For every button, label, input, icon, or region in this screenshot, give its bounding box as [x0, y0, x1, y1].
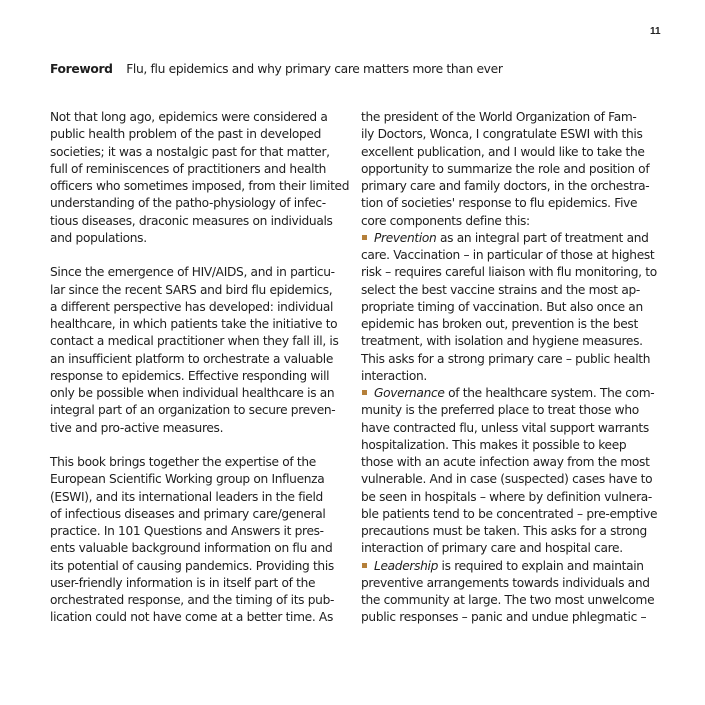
text-line: understanding of the patho-physiology of infec-: [50, 196, 326, 211]
text-line: user-friendly information is in itself part of the: [50, 575, 316, 590]
text-line: epidemic has broken out, prevention is the best: [361, 317, 638, 331]
text-line: Since the emergence of HIV/AIDS, and in particu-: [50, 265, 335, 280]
bullet-term: Leadership: [374, 558, 438, 573]
text-line: European Scientific Working group on Influenza: [50, 472, 325, 487]
text-fragment: of the healthcare system. The com-: [444, 386, 655, 400]
square-bullet-icon: [362, 235, 367, 240]
text-fragment: is required to explain and maintain: [438, 558, 644, 573]
text-line: the community at large. The two most unwelcome: [361, 593, 655, 607]
text-line: tion of societies' response to flu epidemics. Five: [361, 196, 638, 211]
paragraph-1: [50, 109, 350, 247]
paragraph-gap: [50, 247, 350, 264]
text-line: Not that long ago, epidemics were considered a: [50, 110, 328, 124]
text-line: opportunity to summarize the role and position of: [361, 161, 650, 176]
bullet-prevention: [361, 230, 661, 385]
text-line: the president of the World Organization of Fam-: [361, 110, 637, 124]
text-line: be seen in hospitals – where by definition vulnera-: [361, 489, 652, 504]
square-bullet-icon: [362, 563, 367, 568]
text-line: primary care and family doctors, in the orchestra-: [361, 179, 650, 193]
text-line: only be possible when individual healthcare is an: [50, 386, 335, 400]
text-line: ily Doctors, Wonca, I congratulate ESWI with this: [361, 127, 643, 142]
text-line: risk – requires careful liaison with flu monitoring, to: [361, 265, 657, 280]
text-line: response to epidemics. Effective responding will: [50, 368, 330, 383]
section-label: Foreword: [50, 62, 113, 76]
bullet-governance: [361, 385, 661, 558]
text-line: have contracted flu, unless vital support warrants: [361, 420, 649, 435]
text-line: officers who sometimes imposed, from their limited: [50, 179, 350, 193]
text-line: (ESWI), and its international leaders in the field: [50, 489, 323, 504]
text-line: contact a medical practitioner when they fall ill, is: [50, 334, 339, 349]
text-line: those with an acute infection away from the most: [361, 455, 650, 469]
text-line: core components define this:: [361, 213, 530, 228]
text-line: a different perspective has developed: individual: [50, 299, 334, 314]
text-line: excellent publication, and I would like to take the: [361, 144, 645, 159]
bullet-first-line: [361, 558, 661, 575]
text-line: integral part of an organization to secure preven-: [50, 403, 336, 418]
text-line: lar since the recent SARS and bird flu epidemics,: [50, 282, 333, 297]
text-line: of infectious diseases and primary care/general: [50, 506, 326, 521]
square-bullet-icon: [362, 390, 367, 395]
paragraph-2: [50, 264, 350, 437]
right-column: [361, 109, 661, 627]
text-line: vulnerable. And in case (suspected) cases have to: [361, 472, 653, 487]
text-line: interaction.: [361, 368, 427, 383]
paragraph-3: [50, 454, 350, 627]
text-line: preventive arrangements towards individuals and: [361, 575, 650, 590]
text-line: its potential of causing pandemics. Providing this: [50, 558, 334, 573]
text-line: practice. In 101 Questions and Answers it pres-: [50, 524, 324, 538]
text-line: and populations.: [50, 230, 147, 245]
page-number: 11: [650, 26, 661, 37]
bullet-term: Governance: [374, 386, 445, 400]
paragraph-gap: [50, 437, 350, 454]
text-line: treatment, with isolation and hygiene measures.: [361, 334, 643, 349]
text-line: orchestrated response, and the timing of its pub-: [50, 593, 335, 607]
text-line: care. Vaccination – in particular of those at highest: [361, 248, 655, 262]
text-line: interaction of primary care and hospital care.: [361, 541, 623, 556]
bullet-term: Prevention: [374, 230, 437, 245]
text-line: munity is the preferred place to treat those who: [361, 403, 639, 418]
text-line: This asks for a strong primary care – public health: [361, 351, 651, 366]
text-line: hospitalization. This makes it possible to keep: [361, 437, 627, 452]
bullet-first-line: [361, 385, 661, 402]
text-fragment: as an integral part of treatment and: [436, 230, 649, 245]
text-line: select the best vaccine strains and the most ap-: [361, 282, 640, 297]
text-line: lication could not have come at a better time. As: [50, 610, 333, 625]
text-line: propriate timing of vaccination. But also once an: [361, 299, 643, 314]
text-line: ents valuable background information on flu and: [50, 541, 333, 556]
running-head: [50, 62, 503, 76]
text-line: ble patients tend to be concentrated – pre-emptive: [361, 506, 658, 521]
bullet-leadership: [361, 558, 661, 627]
text-line: tive and pro-active measures.: [50, 420, 224, 435]
bullet-first-line: [361, 230, 661, 247]
text-line: healthcare, in which patients take the initiative to: [50, 317, 338, 331]
section-title: Flu, flu epidemics and why primary care matters more than ever: [126, 62, 503, 76]
text-line: precautions must be taken. This asks for a strong: [361, 524, 647, 538]
text-line: an insufficient platform to orchestrate a valuable: [50, 351, 334, 366]
text-line: tious diseases, draconic measures on individuals: [50, 213, 333, 228]
text-line: This book brings together the expertise of the: [50, 455, 316, 469]
text-line: societies; it was a nostalgic past for that matter,: [50, 144, 330, 159]
text-line: public responses – panic and undue phlegmatic –: [361, 610, 647, 625]
text-line: full of reminiscences of practitioners and health: [50, 161, 327, 176]
intro-paragraph: [361, 109, 661, 230]
text-line: public health problem of the past in developed: [50, 127, 322, 142]
left-column: [50, 109, 350, 627]
